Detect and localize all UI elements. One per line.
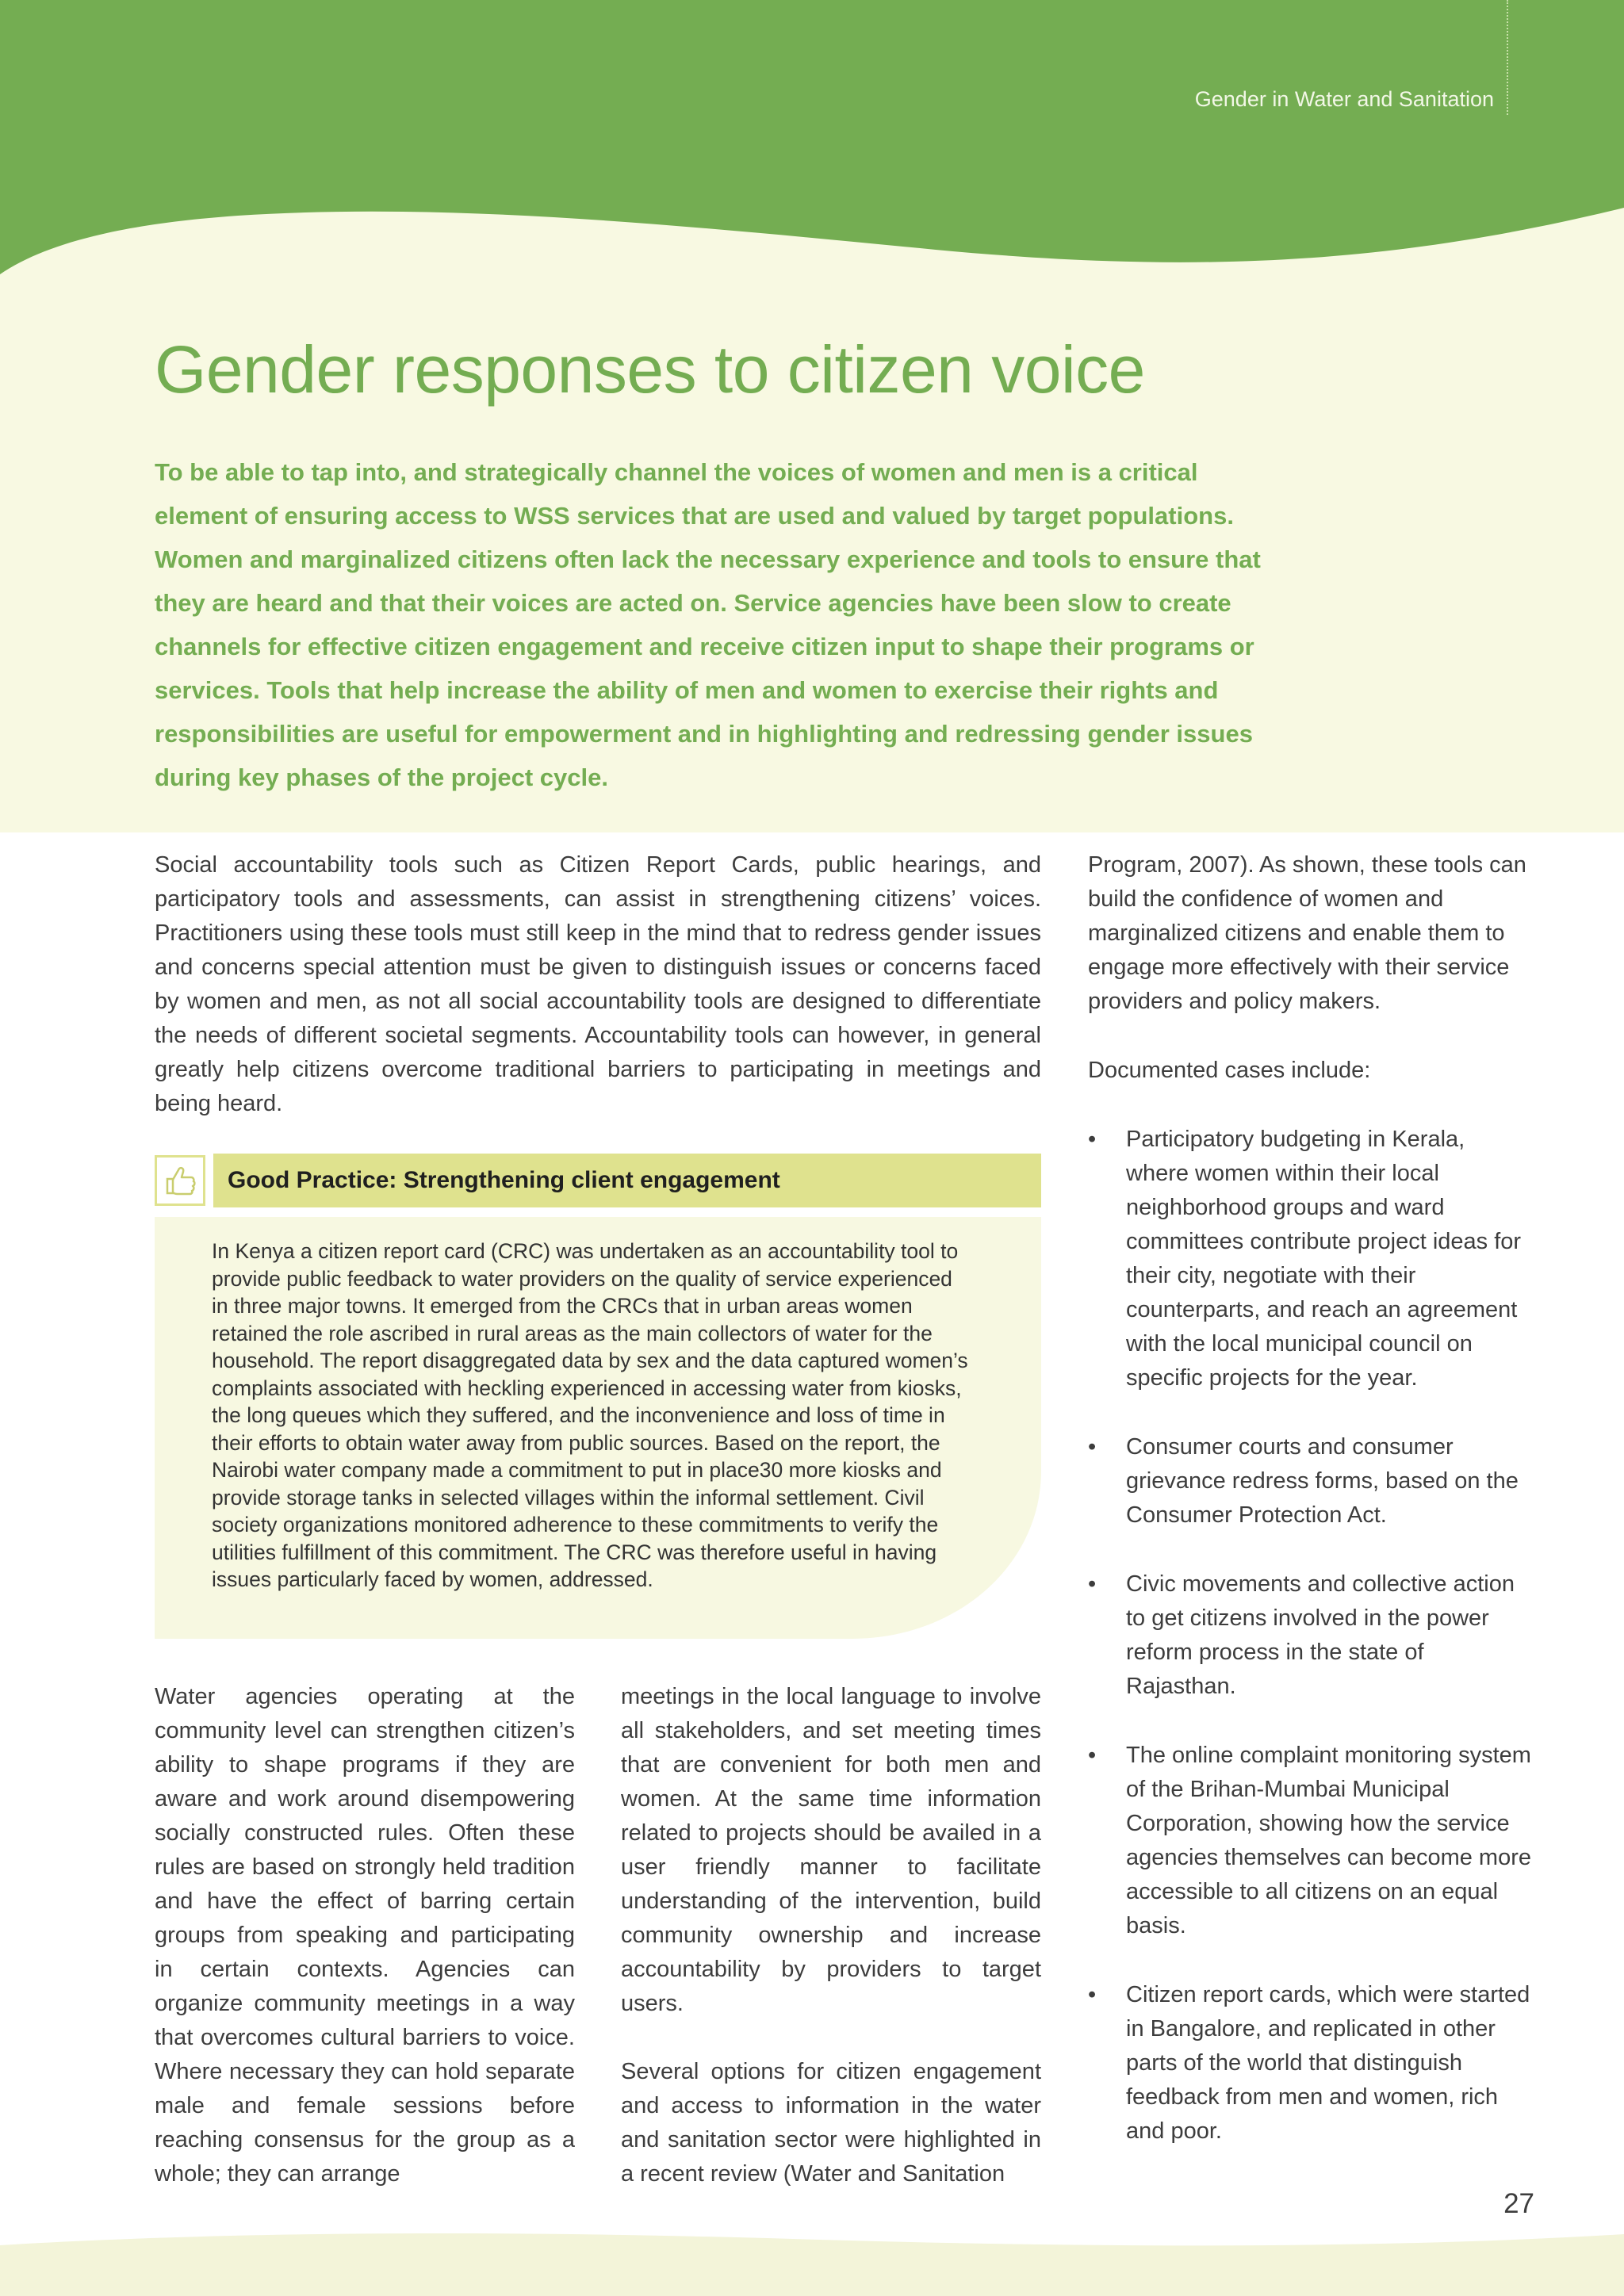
middle-column-paragraph-2: Several options for citizen engagement and access to information in the water and sanitation sector were highlighted in a recent review (Water and Sanitation xyxy=(621,2059,1041,2187)
cases-intro: Documented cases include: xyxy=(1088,1058,1371,1083)
bullet-icon: • xyxy=(1088,1571,1097,1597)
list-item-text: The online complaint monitoring system of the Brihan-Mumbai Municipal Corporation, showing how the service agencies themselves can become more accessible to all citizens on an equal basis. xyxy=(1126,1743,1531,1938)
list-item xyxy=(1088,1123,1532,1395)
list-item xyxy=(1088,1739,1532,1943)
left-column-paragraph: Water agencies operating at the community level can strengthen citizen’s ability to shape programs if they are aware and work around disempowering socially constructed rules. Often these rules are based on strongly held tradition and have the effect of barring certain groups from speaking and participating in certain contexts. Agencies can organize community meetings in a way that overcomes cultural barriers to voice. Where necessary they can hold separate male and female sessions before reaching consensus for the group as a whole; they can arrange xyxy=(155,1684,575,2187)
thumbs-up-icon xyxy=(163,1163,197,1198)
good-practice-header xyxy=(213,1154,1041,1207)
running-head: Gender in Water and Sanitation xyxy=(1194,87,1494,111)
cases-list xyxy=(1088,1123,1532,2149)
list-item-text: Civic movements and collective action to get citizens involved in the power reform process in the state of Rajasthan. xyxy=(1126,1571,1515,1699)
page-title: Gender responses to citizen voice xyxy=(155,332,1145,407)
bullet-icon: • xyxy=(1088,1127,1097,1152)
bullet-icon: • xyxy=(1088,1434,1097,1460)
header-dotted-rule xyxy=(1507,0,1508,115)
header-green-wave xyxy=(0,0,1624,285)
bullet-icon: • xyxy=(1088,1982,1097,2007)
list-item xyxy=(1088,1567,1532,1704)
footer-wave xyxy=(0,2228,1624,2296)
list-item-text: Citizen report cards, which were started in Bangalore, and replicated in other parts of the world that distinguish feedback from men and women, rich and poor. xyxy=(1126,1982,1530,2144)
list-item-text: Participatory budgeting in Kerala, where women within their local neighborhood groups and ward committees contribute project ideas for their city, negotiate with their counterparts, and reach an agreement with the local municipal council on specific projects for the year. xyxy=(1126,1127,1522,1391)
middle-column-paragraph-1: meetings in the local language to involve all stakeholders, and set meeting times that are convenient for both men and women. At the same time information related to projects should be availed in a user friendly manner to facilitate understanding of the intervention, build community ownership and increase accountability by providers to target users. xyxy=(621,1684,1041,2016)
list-item xyxy=(1088,1978,1532,2149)
intro-paragraph: Social accountability tools such as Citizen Report Cards, public hearings, and participatory tools and assessments, can assist in strengthening citizens’ voices. Practitioners using these tools must still keep in the mind that to redress gender issues and concerns special attention must be given to distinguish issues or concerns faced by women and men, as not all social accountability tools are designed to differentiate the needs of different societal segments. Accountability tools can however, in general greatly help citizens overcome traditional barriers to participating in meetings and being heard. xyxy=(155,852,1041,1116)
list-item xyxy=(1088,1430,1532,1533)
good-practice-title: Good Practice: Strengthening client engagement xyxy=(228,1167,780,1193)
middle-column-text xyxy=(621,1680,1041,2191)
lead-paragraph: To be able to tap into, and strategically channel the voices of women and men is a critical element of ensuring access to WSS services that are used and valued by target populations. Women and marginalized citizens often lack the necessary experience and tools to ensure that they are heard and that their voices are acted on. Service agencies have been slow to create channels for effective citizen engagement and receive citizen input to shape their programs or services. Tools that help increase the ability of men and women to exercise their rights and responsibilities are useful for empowerment and in highlighting and redressing gender issues during key phases of the project cycle. xyxy=(155,458,1261,791)
good-practice-icon-frame xyxy=(155,1155,205,1206)
right-column-paragraph: Program, 2007). As shown, these tools can build the confidence of women and marginalized citizens and enable them to engage more effectively with their service providers and policy makers. xyxy=(1088,852,1526,1014)
bullet-icon: • xyxy=(1088,1743,1097,1768)
good-practice-box xyxy=(155,1154,1041,1639)
page-number: 27 xyxy=(1503,2188,1534,2219)
list-item-text: Consumer courts and consumer grievance redress forms, based on the Consumer Protection Act. xyxy=(1126,1434,1519,1528)
right-column xyxy=(1088,848,1532,2183)
good-practice-text: In Kenya a citizen report card (CRC) was undertaken as an accountability tool to provide public feedback to water providers on the quality of service experienced in three major towns. It emerged from the CRCs that in urban areas women retained the role ascribed in rural areas as the main collectors of water for the household. The report disaggregated data by sex and the data captured women’s complaints associated with heckling experienced in accessing water from kiosks, the long queues which they suffered, and the inconvenience and loss of time in their efforts to obtain water away from public sources. Based on the report, the Nairobi water company made a commitment to put in place30 more kiosks and provide storage tanks in selected villages within the informal settlement. Civil society organizations monitored adherence to these commitments to verify the utilities fulfillment of this commitment. The CRC was therefore useful in having issues particularly faced by women, addressed. xyxy=(212,1239,968,1591)
